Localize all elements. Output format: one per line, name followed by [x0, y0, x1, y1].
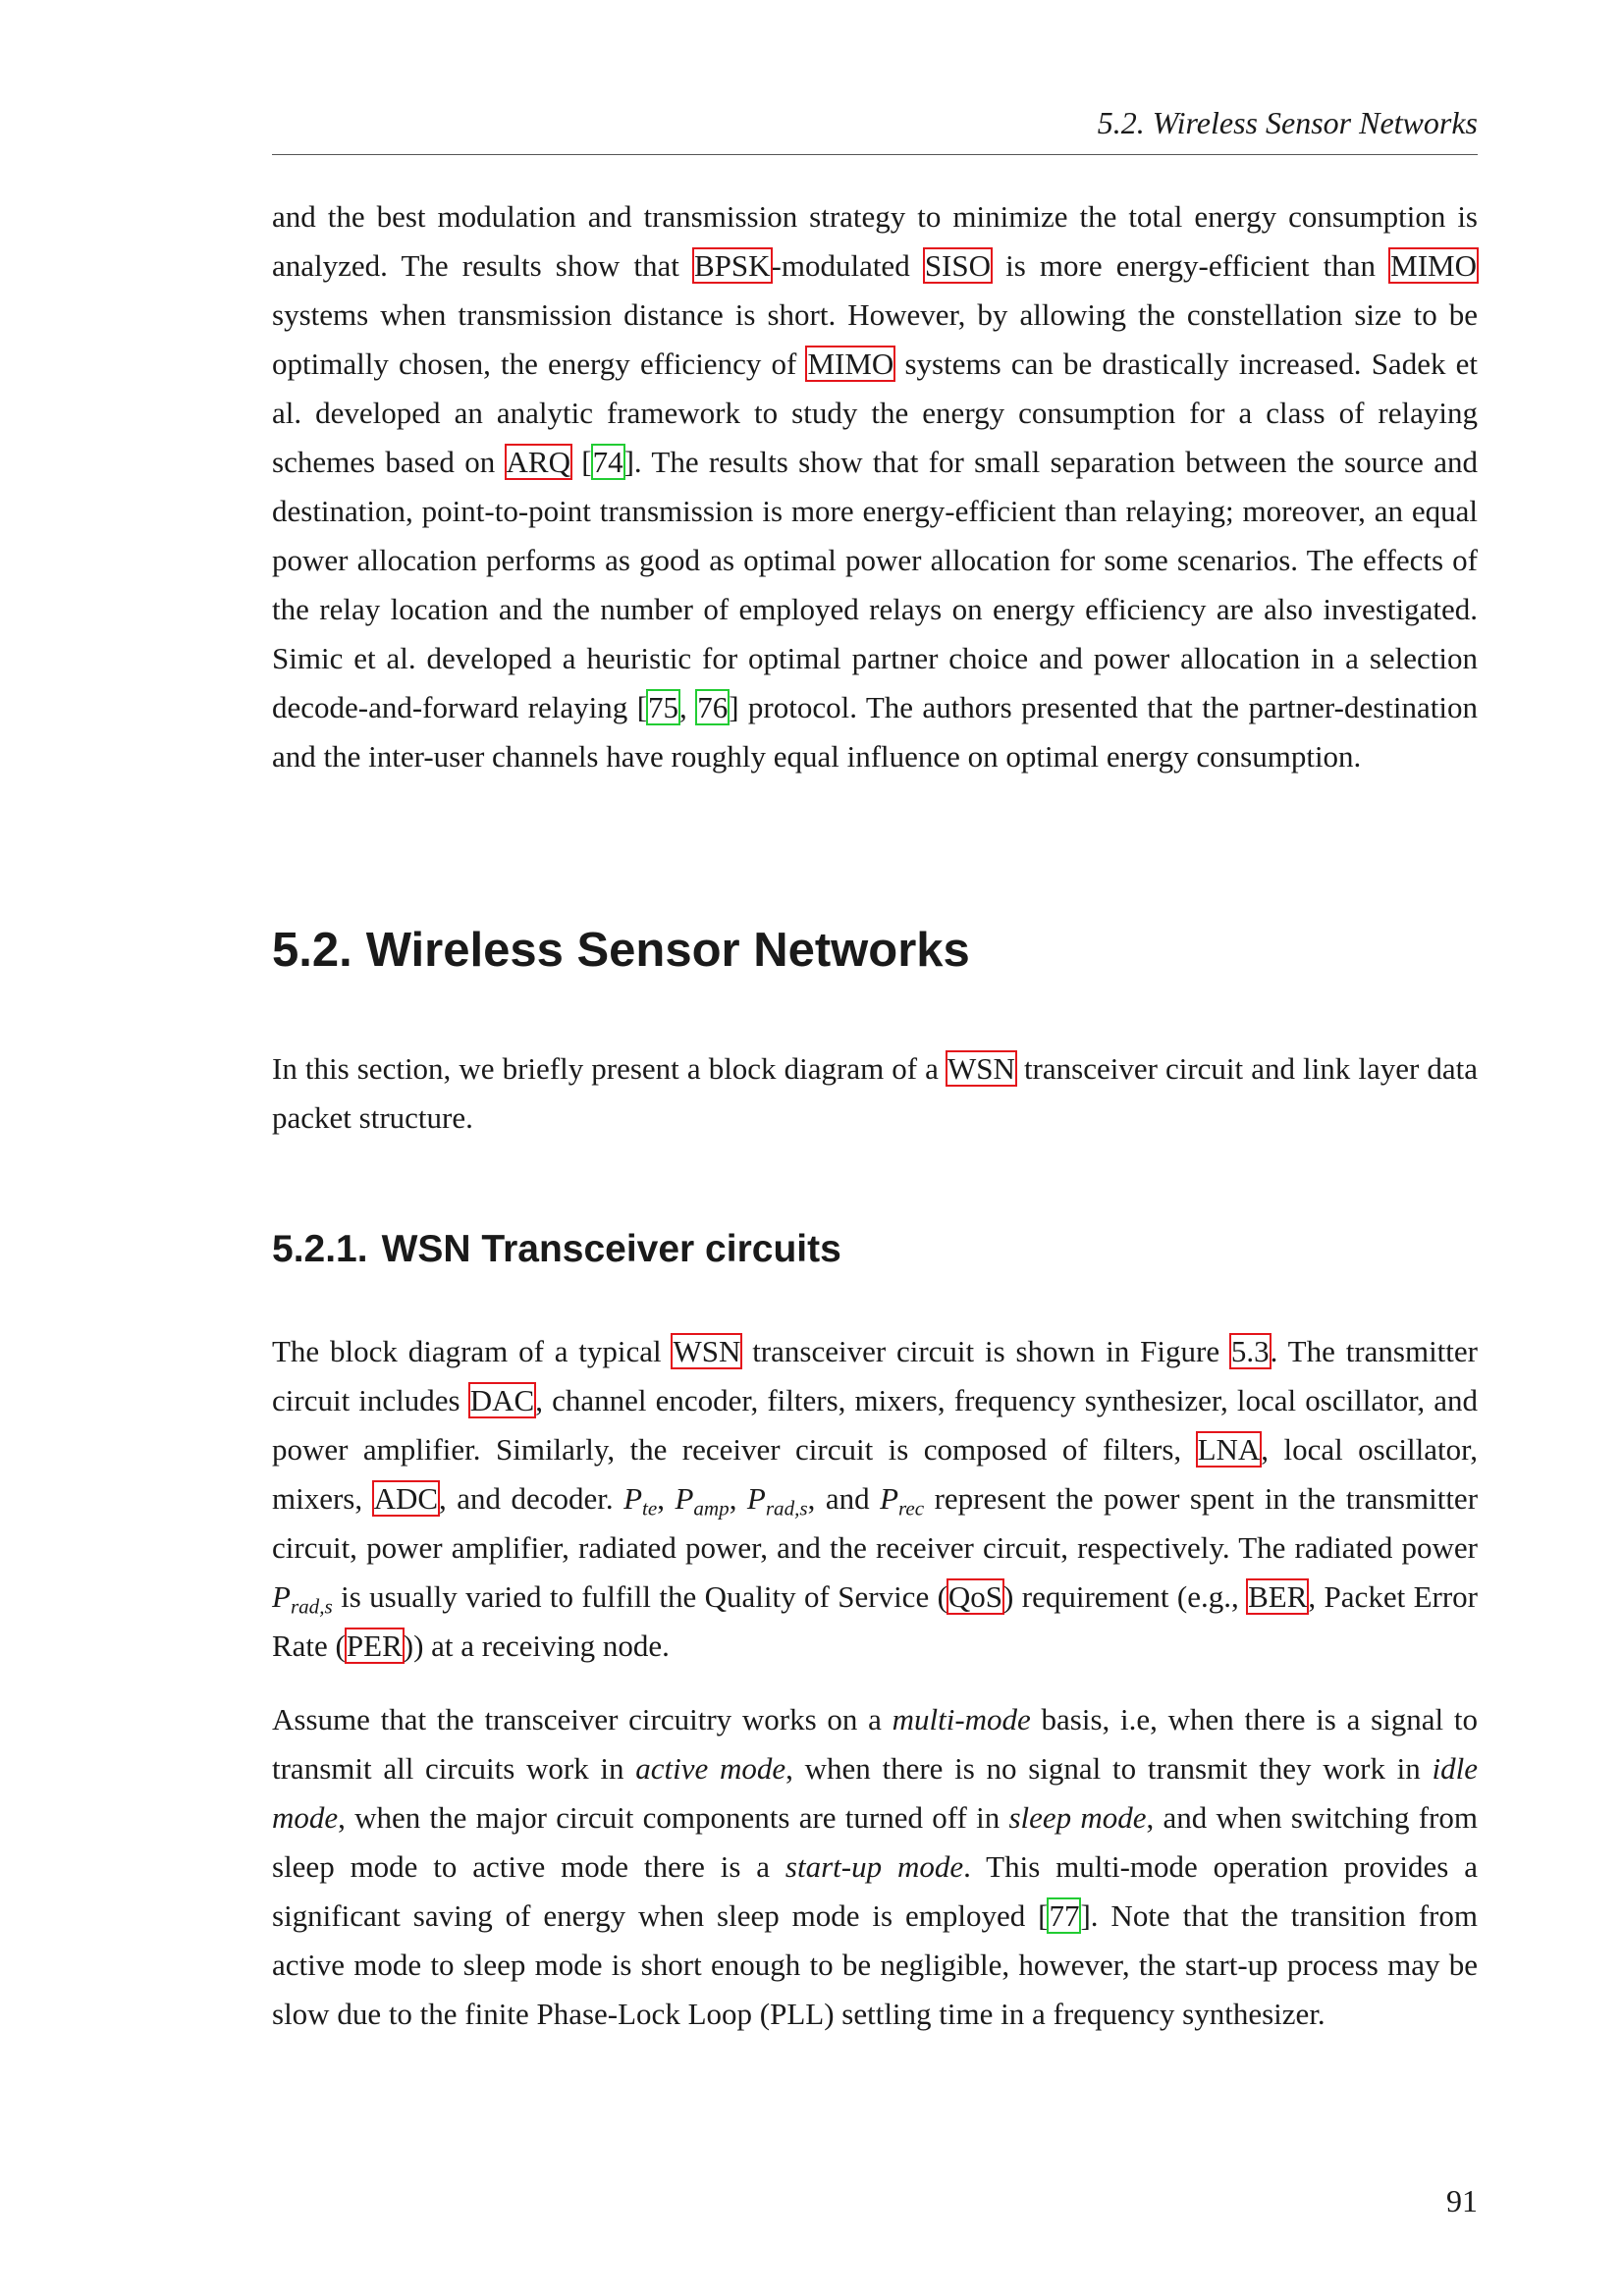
emphasis-active-mode: active mode	[635, 1751, 786, 1786]
subsection-number: 5.2.1.	[272, 1228, 368, 1270]
intro-paragraph: and the best modulation and transmission strategy to minimize the total energy consumption is analyzed. The results show that BPSK-modulated SISO is more energy-efficient than MIMO systems when transmission distance is short. However, by allowing the constellation size to be optimally chosen, the energy efficiency of MIMO systems can be drastically increased. Sadek et al. developed an analytic framework to study the energy consumption for a class of relaying schemes based on ARQ [74]. The results show that for small separation between the source and destination, point-to-point transmission is more energy-efficient than relaying; moreover, an equal power allocation performs as good as optimal power allocation for some scenarios. The effects of the relay location and the number of employed relays on energy efficiency are also investigated. Simic et al. developed a heuristic for optimal partner choice and power allocation in a selection decode-and-forward relaying [75, 76] protocol. The authors presented that the partner-destination and the inter-user channels have roughly equal influence on optimal energy consumption.	[272, 199, 1478, 774]
header-rule	[272, 154, 1478, 155]
acronym-link-wsn[interactable]: WSN	[947, 1051, 1015, 1086]
citation-link-76[interactable]: 76	[697, 690, 729, 724]
emphasis-start-up-mode: start-up mode	[784, 1849, 964, 1884]
acronym-link-mimo[interactable]: MIMO	[1390, 248, 1477, 283]
citation-link-77[interactable]: 77	[1049, 1898, 1080, 1933]
acronym-link-mimo[interactable]: MIMO	[807, 347, 894, 381]
acronym-link-per[interactable]: PER	[346, 1629, 403, 1663]
citation-link-74[interactable]: 74	[592, 445, 623, 479]
math-p-te: $P_{te}$	[623, 1481, 658, 1521]
emphasis-sleep-mode: sleep mode	[1008, 1800, 1147, 1835]
acronym-link-dac[interactable]: DAC	[469, 1383, 535, 1417]
acronym-link-arq[interactable]: ARQ	[506, 445, 570, 479]
section-heading	[272, 921, 970, 980]
acronym-link-wsn[interactable]: WSN	[673, 1334, 741, 1368]
subsection-heading	[272, 1225, 841, 1274]
section-title: Wireless Sensor Networks	[365, 924, 970, 977]
emphasis-idle-mode: idle mode	[272, 1751, 1479, 1835]
math-p-rec: $P_{rec}$	[880, 1481, 925, 1521]
page-number: 91	[1446, 2183, 1478, 2218]
math-p-rad-s: $P_{rad,s}$	[746, 1481, 808, 1521]
transceiver-paragraph: The block diagram of a typical WSN transceiver circuit is shown in Figure 5.3. The transmitter circuit includes DAC, channel encoder, filters, mixers, frequency synthesizer, local oscillator, and power amplifier. Similarly, the receiver circuit is composed of filters, LNA, local oscillator, mixers, ADC, and decoder. $P_{te}$, $P_{amp}$, $P_{rad,s}$, and $P_{rec}$ represent the power spent in the transmitter circuit, power amplifier, radiated power, and the receiver circuit, respectively. The radiated power $P_{rad,s}$ is usually varied to fulfill the Quality of Service (QoS) requirement (e.g., BER, Packet Error Rate (PER)) at a receiving node.	[272, 1334, 1479, 1663]
acronym-link-qos[interactable]: QoS	[947, 1579, 1003, 1614]
section-intro-paragraph: In this section, we briefly present a block diagram of a WSN transceiver circuit and link layer data packet structure.	[272, 1051, 1478, 1135]
citation-link-75[interactable]: 75	[648, 690, 679, 724]
acronym-link-bpsk[interactable]: BPSK	[693, 248, 771, 283]
acronym-link-adc[interactable]: ADC	[373, 1481, 439, 1516]
subsection-title: WSN Transceiver circuits	[381, 1228, 841, 1270]
multi-mode-paragraph: Assume that the transceiver circuitry works on a multi-mode basis, i.e, when there is a signal to transmit all circuits work in active mode, when there is no signal to transmit they work in idle mode, when the major circuit components are turned off in sleep mode, and when switching from sleep mode to active mode there is a start-up mode. This multi-mode operation provides a significant saving of energy when sleep mode is employed [77]. Note that the transition from active mode to sleep mode is short enough to be negligible, however, the start-up process may be slow due to the finite Phase-Lock Loop (PLL) settling time in a frequency synthesizer.	[272, 1702, 1479, 2031]
emphasis-multi-mode: multi-mode	[892, 1702, 1031, 1736]
running-header: 5.2. Wireless Sensor Networks	[1097, 105, 1478, 140]
acronym-link-siso[interactable]: SISO	[924, 248, 992, 283]
figure-link-5-3[interactable]: 5.3	[1230, 1334, 1270, 1368]
math-p-rad-s: $P_{rad,s}$	[272, 1579, 333, 1619]
acronym-link-ber[interactable]: BER	[1248, 1579, 1308, 1614]
section-number: 5.2.	[272, 924, 352, 977]
math-p-amp: $P_{amp}$	[675, 1481, 730, 1521]
acronym-link-lna[interactable]: LNA	[1197, 1432, 1261, 1467]
document-page	[272, 0, 1478, 2296]
